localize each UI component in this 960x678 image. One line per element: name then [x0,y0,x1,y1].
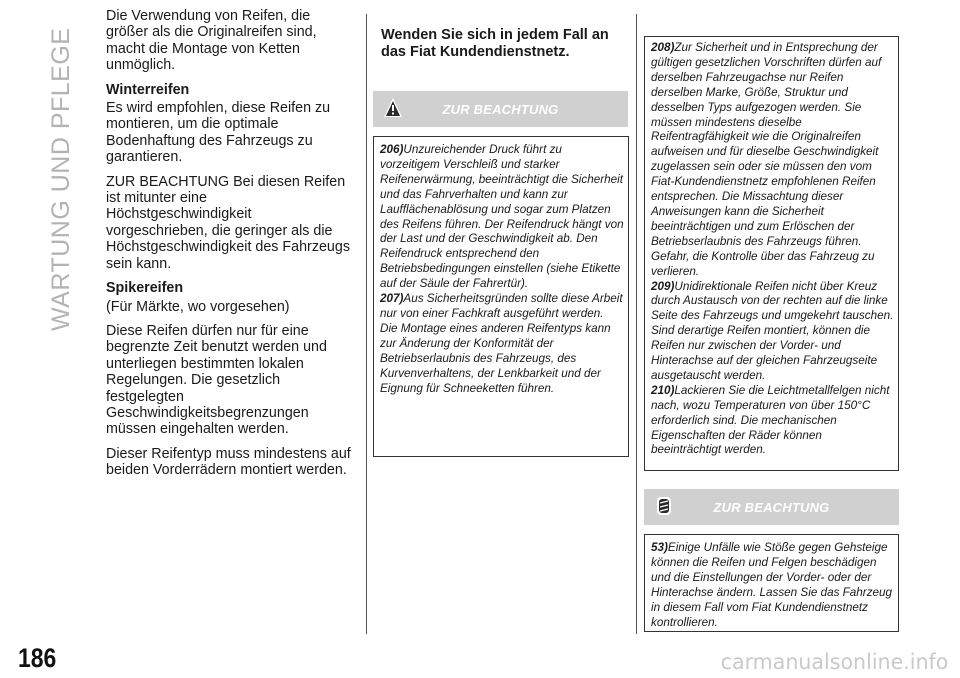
page-number: 186 [18,643,57,673]
note-text: Zur Sicherheit und in Entsprechung der gültigen gesetzlichen Vorschriften dürfen auf derselben Fahrzeugachse nur Reifen derselben Marke, Größe, Struktur und desselben Typs aufgezogen werden. Sie müssen mindestens dieselbe Reifentragfähigkeit wie die Originalreifen aufweisen und für dieselbe Geschwindigkeit zugelassen sein oder sie müssen den vom Fiat-Kundendienstnetz empfohlenen Reifen entsprechen. Die Missachtung dieser Anweisungen kann die Sicherheit beeinträchtigen und zum Erlöschen der Betriebserlaubnis des Fahrzeugs führen. Gefahr, die Kontrolle über das Fahrzeug zu verlieren. [651,41,882,278]
heading-spike-tyres: Spikereifen [106,280,184,297]
note-number: 53) [651,541,668,554]
paragraph-chains: Die Verwendung von Reifen, die größer als die Originalreifen sind, macht die Montage von Ketten unmöglich. [106,8,317,74]
note-text: Lackieren Sie die Leichtmetallfelgen nicht nach, wozu Temperaturen von über 150°C erforderlich sind. Die mechanischen Eigenschaften der Räder können beeinträchtigt werden. [651,383,890,457]
note-box-1 [373,136,629,457]
warning-banner-1 [373,91,628,127]
warning-label-2: ZUR BEACHTUNG [713,500,830,515]
note-number: 206) [380,143,404,156]
note-text: Einige Unfälle wie Stöße gegen Gehsteige können die Reifen und Felgen beschädigen und die Einstellungen der Vorder- oder der Hinterachse ändern. Lassen Sie das Fahrzeug in diesem Fall vom Fiat Kundendienstnetz kontrollieren. [651,541,893,629]
paragraph-spike-1: Diese Reifen dürfen nur für eine begrenzte Zeit benutzt werden und unterliegen bestimmten lokalen Regelungen. Die gesetzlich festgelegten Geschwindigkeitsbegrenzungen müssen eingehalten werden. [106,322,327,438]
note-206 [380,143,624,292]
note-text: Unidirektionale Reifen nicht über Kreuz durch Austausch von der rechten auf die linke Seite des Fahrzeugs und umgekehrt tauschen. Sind derartige Reifen montiert, können die Reifen nur zwischen der Vorder- und Hinterachse auf der gleichen Fahrzeugseite ausgetauscht werden. [651,279,894,382]
note-number: 208) [651,41,675,54]
note-box-3 [644,534,899,632]
contact-heading: Wenden Sie sich in jedem Fall an das Fiat Kundendienstnetz. [381,27,609,60]
paragraph-spike-2: Dieser Reifentyp muss mindestens auf beiden Vorderrädern montiert werden. [106,445,351,479]
paragraph-markets: (Für Märkte, wo vorgesehen) [106,298,290,315]
warning-label-1: ZUR BEACHTUNG [442,102,559,117]
section-title-text: WARTUNG UND PFLEGE [47,28,75,332]
column-2 [381,27,631,61]
note-text: Aus Sicherheitsgründen sollte diese Arbeit nur von einer Fachkraft ausgeführt werden. Die Montage eines anderen Reifentyps kann zur Änderung der Konformität der Betriebserlaubnis des Fahrzeugs, des Kurvenverhaltens, der Lenkbarkeit und der Eignung für Schneeketten führen. [380,292,623,395]
note-53 [651,541,894,630]
note-210 [651,384,894,459]
note-number: 207) [380,292,404,306]
paragraph-winter-1: Es wird empfohlen, diese Reifen zu montieren, um die optimale Bodenhaftung des Fahrzeugs zu garantieren. [106,100,331,166]
warning-banner-2 [644,489,899,525]
column-1 [106,8,356,487]
paragraph-winter-2: ZUR BEACHTUNG Bei diesen Reifen ist mitunter eine Höchstgeschwindigkeit vorgeschrieben, die geringer als die Höchstgeschwindigkeit des Fahrzeugs sein kann. [106,173,350,272]
column-divider-1 [366,14,367,634]
note-number: 210) [651,383,675,397]
note-207 [380,292,624,396]
note-209 [651,280,894,384]
note-text: Unzureichender Druck führt zu vorzeitigem Verschleiß und starker Reifenerwärmung, beeinträchtigt die Sicherheit und das Fahrverhalten und kann zur Laufflächenablösung und sogar zum Platzen des Reifens führen. Der Reifendruck hängt von der Last und der Geschwindigkeit ab. Den Reifendruck entsprechend den Betriebsbedingungen einstellen (siehe Etikette auf der Säule der Fahrertür). [380,143,624,291]
watermark: carmanualsonline.info [720,650,948,674]
column-divider-2 [636,14,637,634]
heading-winter-tyres: Winterreifen [106,81,190,98]
note-box-2 [644,36,899,471]
note-number: 209) [651,279,675,293]
note-208 [651,41,894,280]
